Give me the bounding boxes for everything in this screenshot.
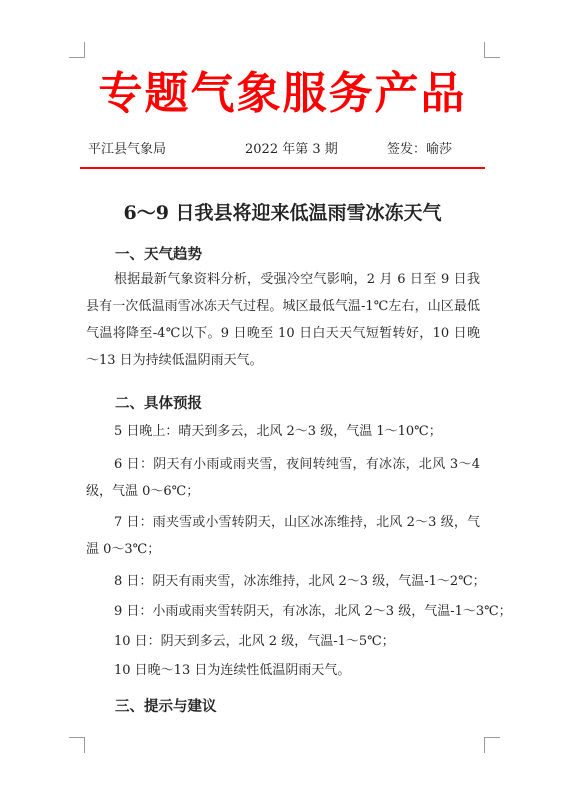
crop-mark-bottom-right-h [484, 737, 500, 738]
crop-mark-bottom-right-v [484, 737, 485, 753]
forecast-day-10-13: 10 日晚～13 日为连续性低温阴雨天气。 [114, 663, 351, 678]
agency-name: 平江县气象局 [88, 142, 167, 157]
forecast-day-7: 7 日：雨夹雪或小雪转阴天，山区冰冻维持，北风 2～3 级，气温 0～3℃； [86, 515, 480, 557]
section-heading-trend: 一、天气趋势 [115, 246, 202, 263]
issue-number: 2022 年第 3 期 [245, 142, 338, 157]
forecast-day-9: 9 日：小雨或雨夹雪转阴天，有冰冻，北风 2～3 级，气温-1～3℃； [114, 604, 512, 619]
section-heading-advice: 三、提示与建议 [115, 698, 217, 715]
crop-mark-bottom-left-h [69, 737, 85, 738]
forecast-day-8: 8 日：阴天有雨夹雪，冰冻维持，北风 2～3 级，气温-1～2℃； [114, 574, 486, 589]
crop-mark-top-left-h [69, 57, 85, 58]
crop-mark-top-right-h [484, 57, 500, 58]
header-title: 专题气象服务产品 [98, 68, 467, 119]
section-heading-forecast: 二、具体预报 [115, 395, 202, 412]
signer: 签发：喻莎 [387, 142, 453, 157]
forecast-day-5: 5 日晚上：晴天到多云，北风 2～3 级，气温 1～10℃； [114, 424, 442, 439]
crop-mark-top-left-v [84, 42, 85, 58]
document-title: 6～9 日我县将迎来低温雨雪冰冻天气 [123, 202, 442, 224]
paragraph-trend: 根据最新气象资料分析，受强冷空气影响，2 月 6 日至 9 日我县有一次低温雨雪冰冻天气过程。城区最低气温-1℃左右，山区最低气温将降至-4℃以下。9 日晚至 10 日白天天气短暂转好，10 日晚～13 日为持续低温阴雨天气。 [86, 272, 480, 368]
forecast-day-10: 10 日：阴天到多云，北风 2 级，气温-1～5℃； [114, 634, 395, 649]
crop-mark-bottom-left-v [84, 737, 85, 753]
crop-mark-top-right-v [484, 42, 485, 58]
forecast-day-6: 6 日：阴天有小雨或雨夹雪，夜间转纯雪，有冰冻，北风 3～4 级，气温 0～6℃； [86, 457, 480, 499]
header-divider [80, 167, 485, 169]
